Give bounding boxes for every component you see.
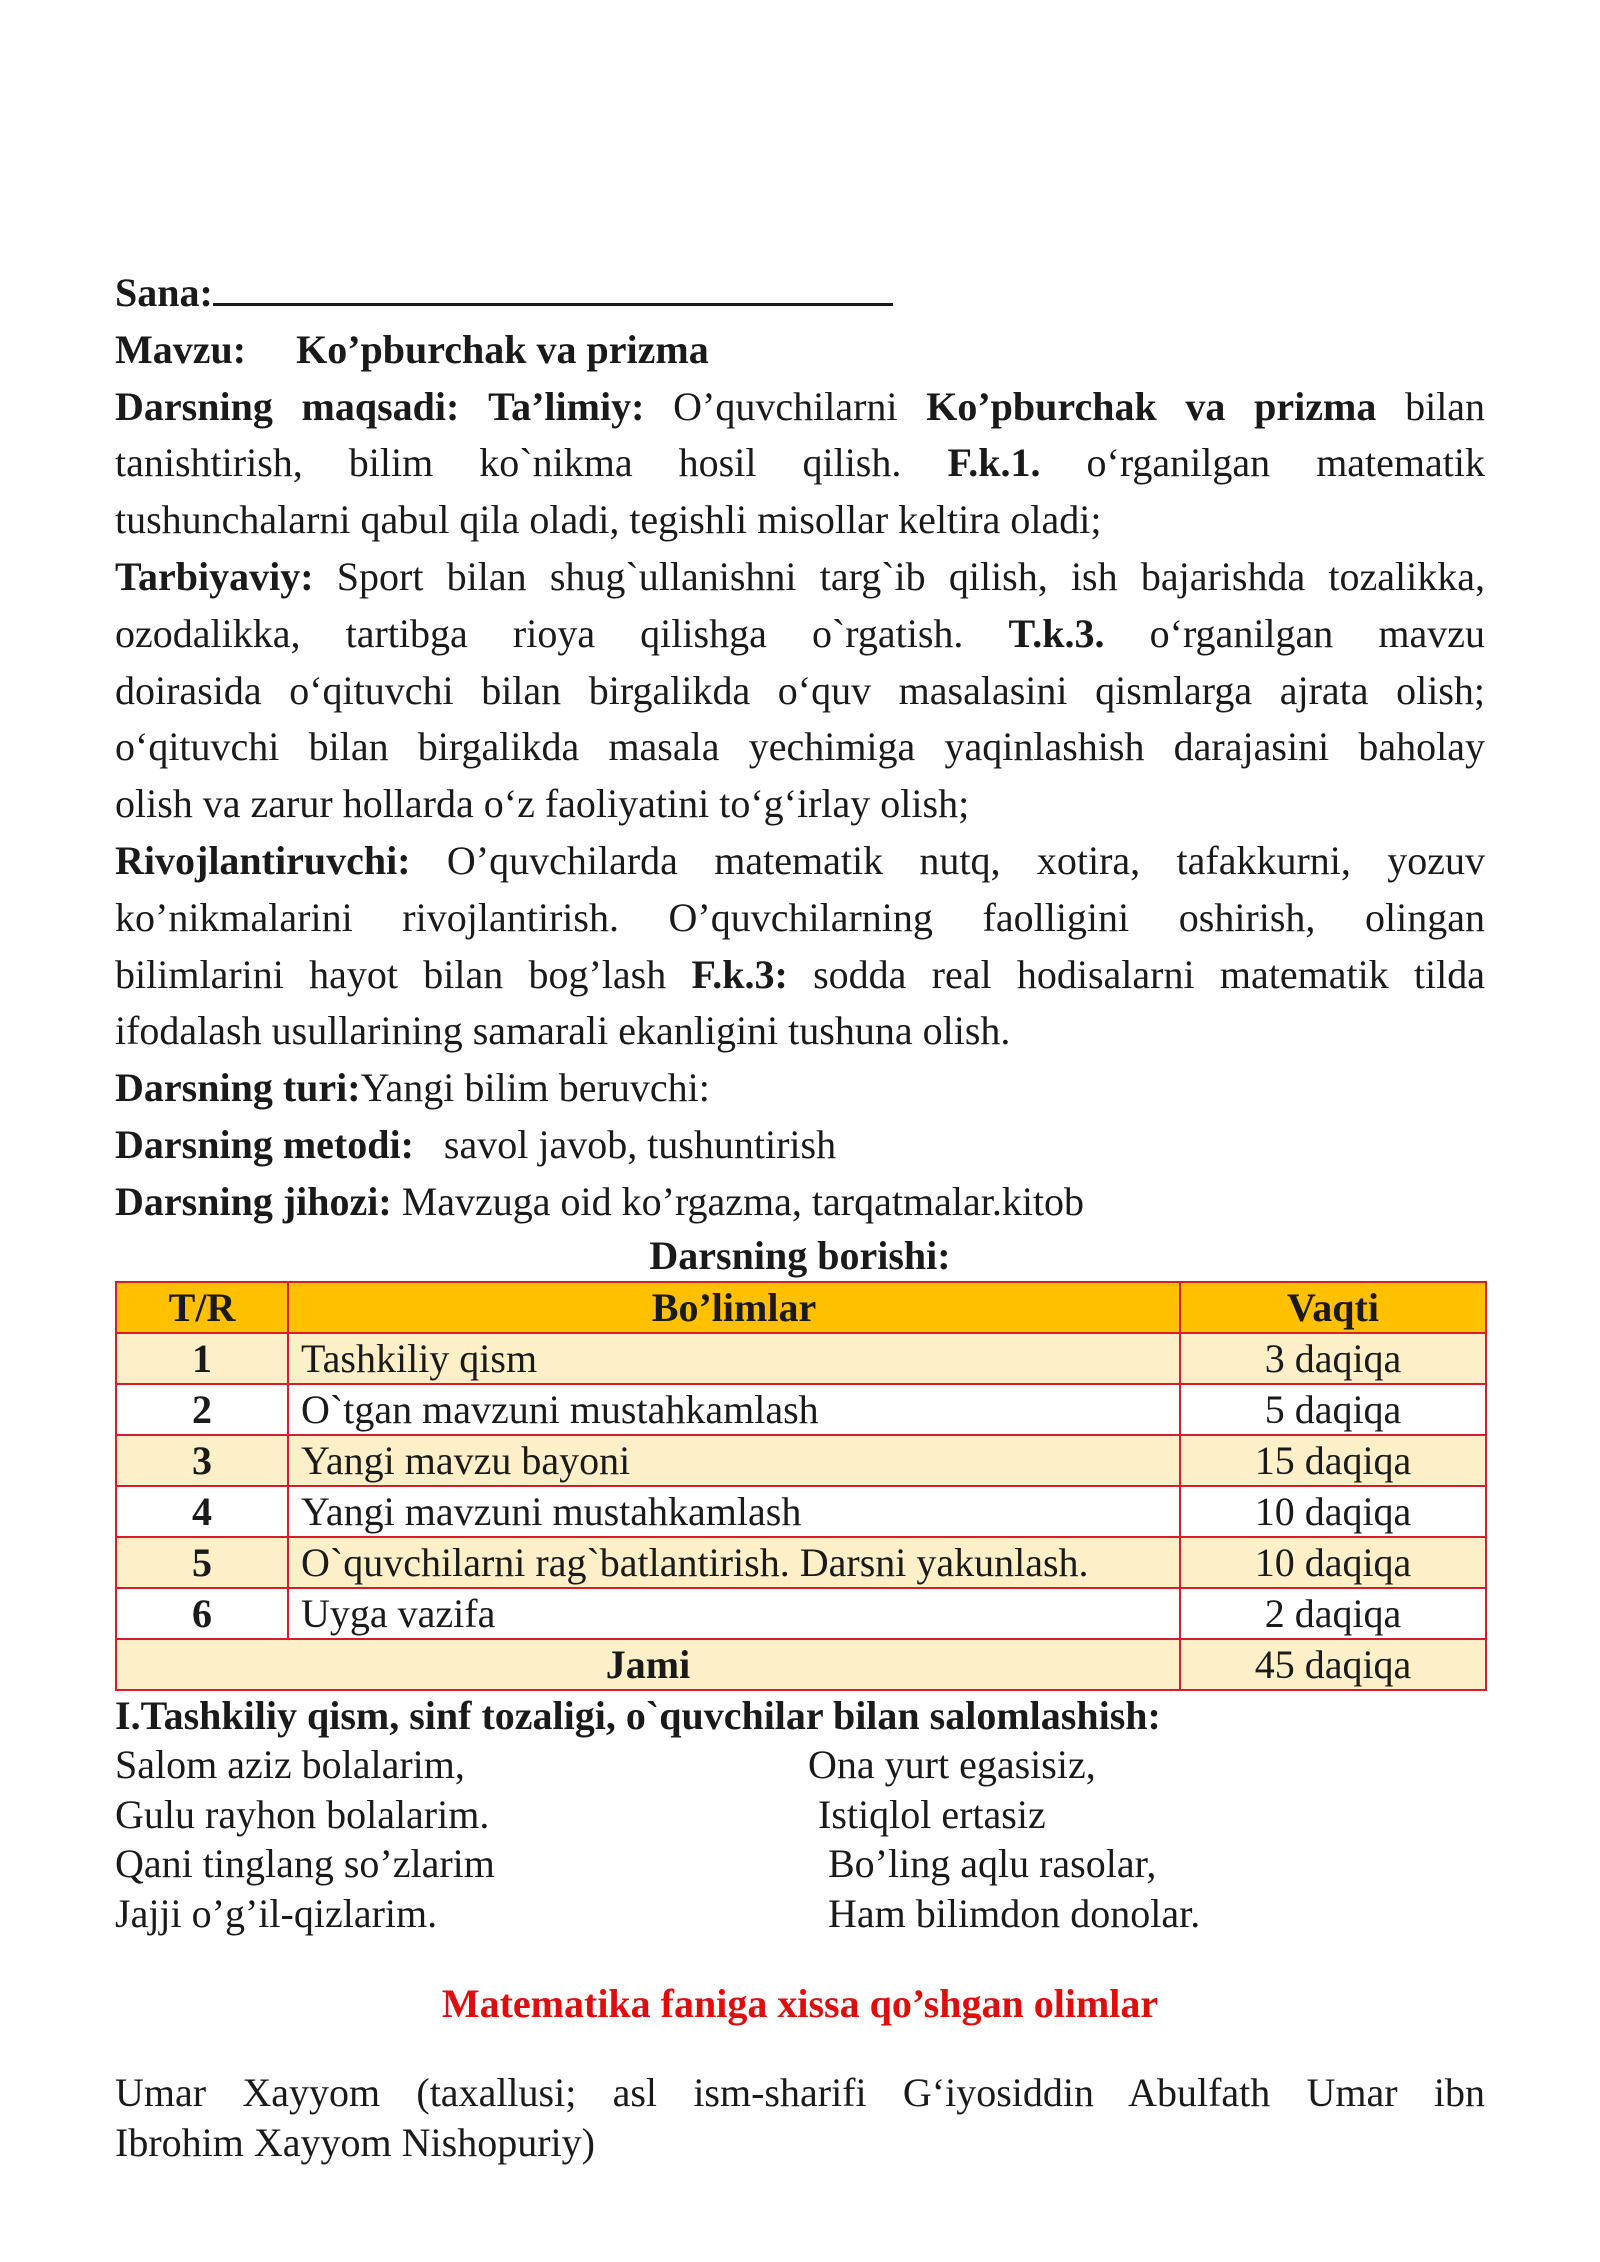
col-header-number: T/R [116,1282,288,1333]
row-number: 3 [116,1435,288,1486]
goal-line-11 [115,947,1485,1004]
goal-line-5-text: ozodalikka, tartibga rioya qilishga o`rgatish. [115,610,964,656]
goal-line-8: olish va zarur hollarda o‘z faoliyatini to‘g‘irlay olish; [115,781,970,827]
goal-line-2 [115,435,1485,492]
goal-line-6: doirasida o‘qituvchi bilan birgalikda o‘quv masalasini qismlarga ajrata olish; [115,667,1485,713]
document-content [115,265,1485,2167]
tk3-text: o‘rganilgan mavzu [1149,610,1486,656]
upbringing-label: Tarbiyaviy: [115,553,314,599]
lesson-type-value: Yangi bilim beruvchi: [360,1065,710,1111]
poem-row [115,1839,1485,1889]
poem-left-line: Qani tinglang so’zlarim [115,1841,495,1887]
lesson-method-line [115,1117,1485,1174]
goal-label: Darsning maqsadi: [115,383,460,429]
goal-line-12: ifodalash usullarining samarali ekanligini tushuna olish. [115,1008,1011,1054]
row-section: Yangi mavzuni mustahkamlash [288,1486,1180,1537]
row-time: 10 daqiqa [1180,1486,1486,1537]
row-number: 6 [116,1588,288,1639]
upbringing-text: Sport bilan shug`ullanishni targ`ib qilish, ish bajarishda tozalikka, [336,553,1486,599]
poem-left-line: Salom aziz bolalarim, [115,1742,465,1788]
plan-title [115,1231,1485,1281]
row-time: 3 daqiqa [1180,1333,1486,1384]
tk3-label: T.k.3. [1008,610,1105,656]
goal-line-1 [115,379,1485,436]
poem-row [115,1790,1485,1840]
table-total-row [116,1639,1486,1690]
poem-right-line: Bo’ling aqlu rasolar, [808,1841,1157,1887]
lesson-method-value: savol javob, tushuntirish [443,1121,837,1167]
fk1-label: F.k.1. [947,440,1041,486]
row-number: 4 [116,1486,288,1537]
row-time: 15 daqiqa [1180,1435,1486,1486]
lesson-equipment-line [115,1174,1485,1231]
educational-topic: Ko’pburchak va prizma [926,383,1377,429]
date-blank [213,273,893,306]
poem-left-line: Gulu rayhon bolalarim. [115,1791,490,1837]
lesson-method-label: Darsning metodi: [115,1121,414,1167]
poem-row [115,1889,1485,1939]
plan-title-text: Darsning borishi: [649,1232,951,1278]
lesson-equipment-label: Darsning jihozi: [115,1178,392,1224]
goal-line-5 [115,606,1485,663]
goal-line-4 [115,549,1485,606]
row-time: 5 daqiqa [1180,1384,1486,1435]
table-row [116,1384,1486,1435]
greeting-poem [115,1740,1485,1938]
row-section: Tashkiliy qism [288,1333,1180,1384]
poem-right-line: Ham bilimdon donolar. [808,1890,1201,1936]
developmental-label: Rivojlantiruvchi: [115,837,411,883]
row-section: Yangi mavzu bayoni [288,1435,1180,1486]
goal-line-3: tushunchalarni qabul qila oladi, tegishli misollar keltira oladi; [115,497,1102,543]
table-header-row [116,1282,1486,1333]
scientists-title: Matematika faniga xissa qo’shgan olimlar [441,1980,1159,2026]
poem-left-line: Jajji o’g’il-qizlarim. [115,1890,438,1936]
col-header-time: Vaqti [1180,1282,1486,1333]
total-time: 45 daqiqa [1180,1639,1486,1690]
goal-line-10: ko’nikmalarini rivojlantirish. O’quvchilarning faolligini oshirish, olingan [115,894,1485,940]
educational-label: Ta’limiy: [488,383,645,429]
poem-row [115,1740,1485,1790]
table-row [116,1435,1486,1486]
lesson-type-label: Darsning turi: [115,1065,361,1111]
topic-value: Ko’pburchak va prizma [296,326,709,372]
row-section: O`quvchilarni rag`batlantirish. Darsni yakunlash. [288,1537,1180,1588]
row-section: Uyga vazifa [288,1588,1180,1639]
date-label: Sana: [115,270,213,315]
goal-line-11-text-2: sodda real hodisalarni matematik tilda [813,951,1486,997]
developmental-text: O’quvchilarda matematik nutq, xotira, tafakkurni, yozuv [446,837,1485,883]
poem-right-line: Ona yurt egasisiz, [808,1742,1096,1788]
poem-right-line: Istiqlol ertasiz [808,1791,1046,1837]
goal-line-2-text: tanishtirish, bilim ko`nikma hosil qilish. [115,440,902,486]
col-header-sections: Bo’limlar [288,1282,1180,1333]
topic-line [115,322,1485,379]
row-time: 10 daqiqa [1180,1537,1486,1588]
topic-label: Mavzu: [115,326,247,372]
fk1-text: o‘rganilgan matematik [1086,440,1486,486]
row-number: 2 [116,1384,288,1435]
total-label: Jami [116,1639,1180,1690]
lesson-equipment-value: Mavzuga oid ko’rgazma, tarqatmalar.kitob [401,1178,1085,1224]
table-row [116,1588,1486,1639]
goal-line-7: o‘qituvchi bilan birgalikda masala yechimiga yaqinlashish darajasini baholay [115,724,1485,770]
scientist-line-2: Ibrohim Xayyom Nishopuriy) [115,2119,595,2165]
row-number: 5 [116,1537,288,1588]
table-row [116,1486,1486,1537]
educational-text-2: bilan [1405,383,1486,429]
row-number: 1 [116,1333,288,1384]
row-section: O`tgan mavzuni mustahkamlash [288,1384,1180,1435]
lesson-type-line [115,1060,1485,1117]
goal-line-9 [115,833,1485,890]
section1-heading-text: I.Tashkiliy qism, sinf tozaligi, o`quvchilar bilan salomlashish: [115,1692,1161,1738]
date-line [115,265,1485,322]
row-time: 2 daqiqa [1180,1588,1486,1639]
table-row [116,1333,1486,1384]
section1-heading [115,1691,1485,1741]
scientist-line-1: Umar Xayyom (taxallusi; asl ism-sharifi G‘iyosiddin Abulfath Umar ibn [115,2070,1485,2116]
fk3-label: F.k.3: [691,951,788,997]
goal-line-11-text-1: bilimlarini hayot bilan bog’lash [115,951,667,997]
educational-text-1: O’quvchilarni [673,383,898,429]
table-row [116,1537,1486,1588]
lesson-plan-table [115,1281,1487,1691]
